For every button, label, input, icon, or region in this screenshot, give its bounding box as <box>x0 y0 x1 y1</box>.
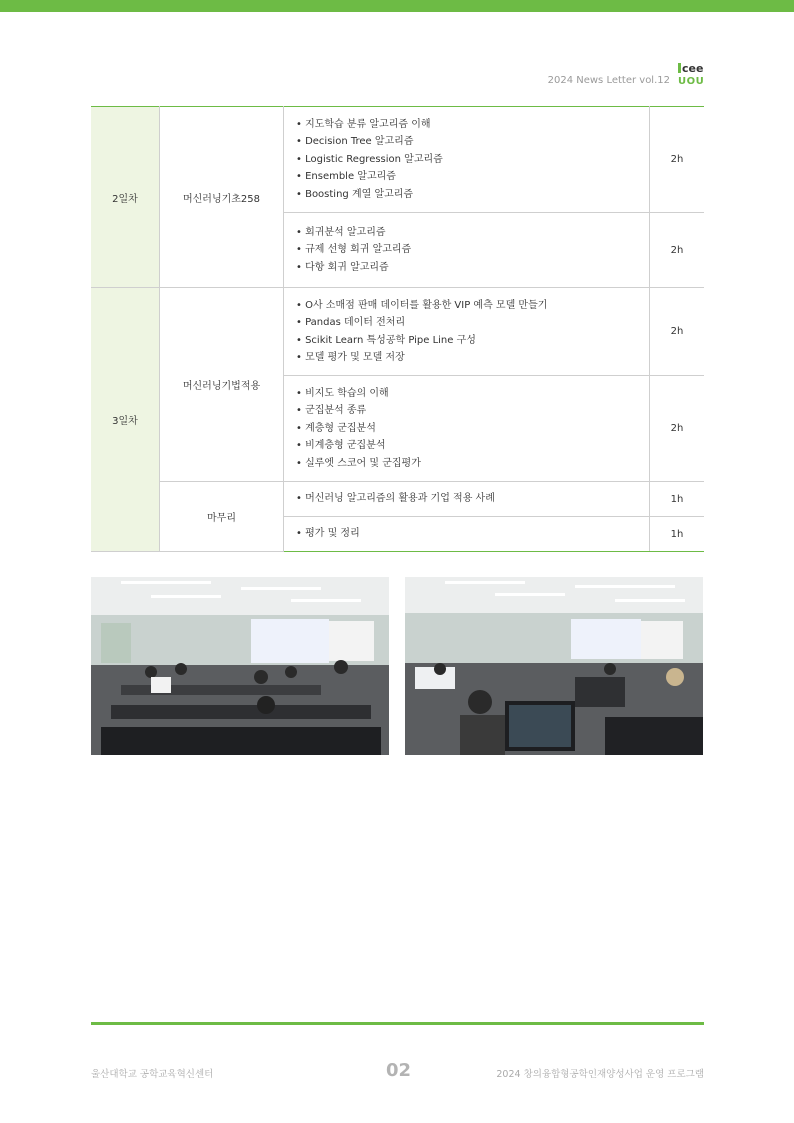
day-cell: 2일차 <box>91 107 160 288</box>
hours-cell: 2h <box>650 107 705 213</box>
cee-logo: cee UOU <box>678 62 705 87</box>
top-accent-bar <box>0 0 794 12</box>
content-item: • Logistic Regression 알고리즘 <box>296 151 637 168</box>
page-header <box>548 62 704 90</box>
content-item: • 머신러닝 알고리즘의 활용과 기업 적용 사례 <box>296 490 637 507</box>
footer-divider <box>91 1022 704 1025</box>
hours-cell: 2h <box>650 213 705 288</box>
content-item: • 다항 회귀 알고리즘 <box>296 259 637 276</box>
subject-cell: 머신러닝기법적용 <box>160 288 284 482</box>
content-item: • Pandas 데이터 전처리 <box>296 314 637 331</box>
content-item: • 평가 및 정리 <box>296 525 637 542</box>
content-item: • 비지도 학습의 이해 <box>296 385 637 402</box>
hours-cell: 2h <box>650 376 705 482</box>
hours-cell: 2h <box>650 288 705 376</box>
content-cell <box>284 107 650 213</box>
content-item: • Boosting 계열 알고리즘 <box>296 186 637 203</box>
content-cell <box>284 213 650 288</box>
content-cell <box>284 482 650 517</box>
footer-program-title: 2024 창의융합형공학인재양성사업 운영 프로그램 <box>496 1069 704 1080</box>
hours-cell: 1h <box>650 517 705 552</box>
content-item: • 지도학습 분류 알고리즘 이해 <box>296 116 637 133</box>
course-schedule-table <box>91 106 704 552</box>
content-item: • 군집분석 종류 <box>296 402 637 419</box>
hours-cell: 1h <box>650 482 705 517</box>
day-cell: 3일차 <box>91 288 160 552</box>
footer-organization: 울산대학교 공학교육혁신센터 <box>91 1069 214 1080</box>
content-cell <box>284 517 650 552</box>
classroom-photo-left <box>91 577 389 755</box>
content-item: • 회귀분석 알고리즘 <box>296 224 637 241</box>
subject-cell: 머신러닝기초258 <box>160 107 284 288</box>
content-item: • 비계층형 군집분석 <box>296 437 637 454</box>
content-item: • 모델 평가 및 모델 저장 <box>296 349 637 366</box>
content-item: • 계층형 군집분석 <box>296 420 637 437</box>
classroom-photo-right <box>405 577 703 755</box>
content-cell <box>284 288 650 376</box>
page-number: 02 <box>386 1060 412 1081</box>
content-item: • Ensemble 알고리즘 <box>296 168 637 185</box>
content-item: • O사 소매점 판매 데이터를 활용한 VIP 예측 모델 만들기 <box>296 297 637 314</box>
newsletter-label: 2024 News Letter vol.12 <box>547 75 670 86</box>
content-item: • 규제 선형 회귀 알고리즘 <box>296 241 637 258</box>
subject-cell: 마무리 <box>160 482 284 552</box>
content-item: • Decision Tree 알고리즘 <box>296 133 637 150</box>
content-cell <box>284 376 650 482</box>
content-item: • 실루엣 스코어 및 군집평가 <box>296 455 637 472</box>
content-item: • Scikit Learn 특성공학 Pipe Line 구성 <box>296 332 637 349</box>
